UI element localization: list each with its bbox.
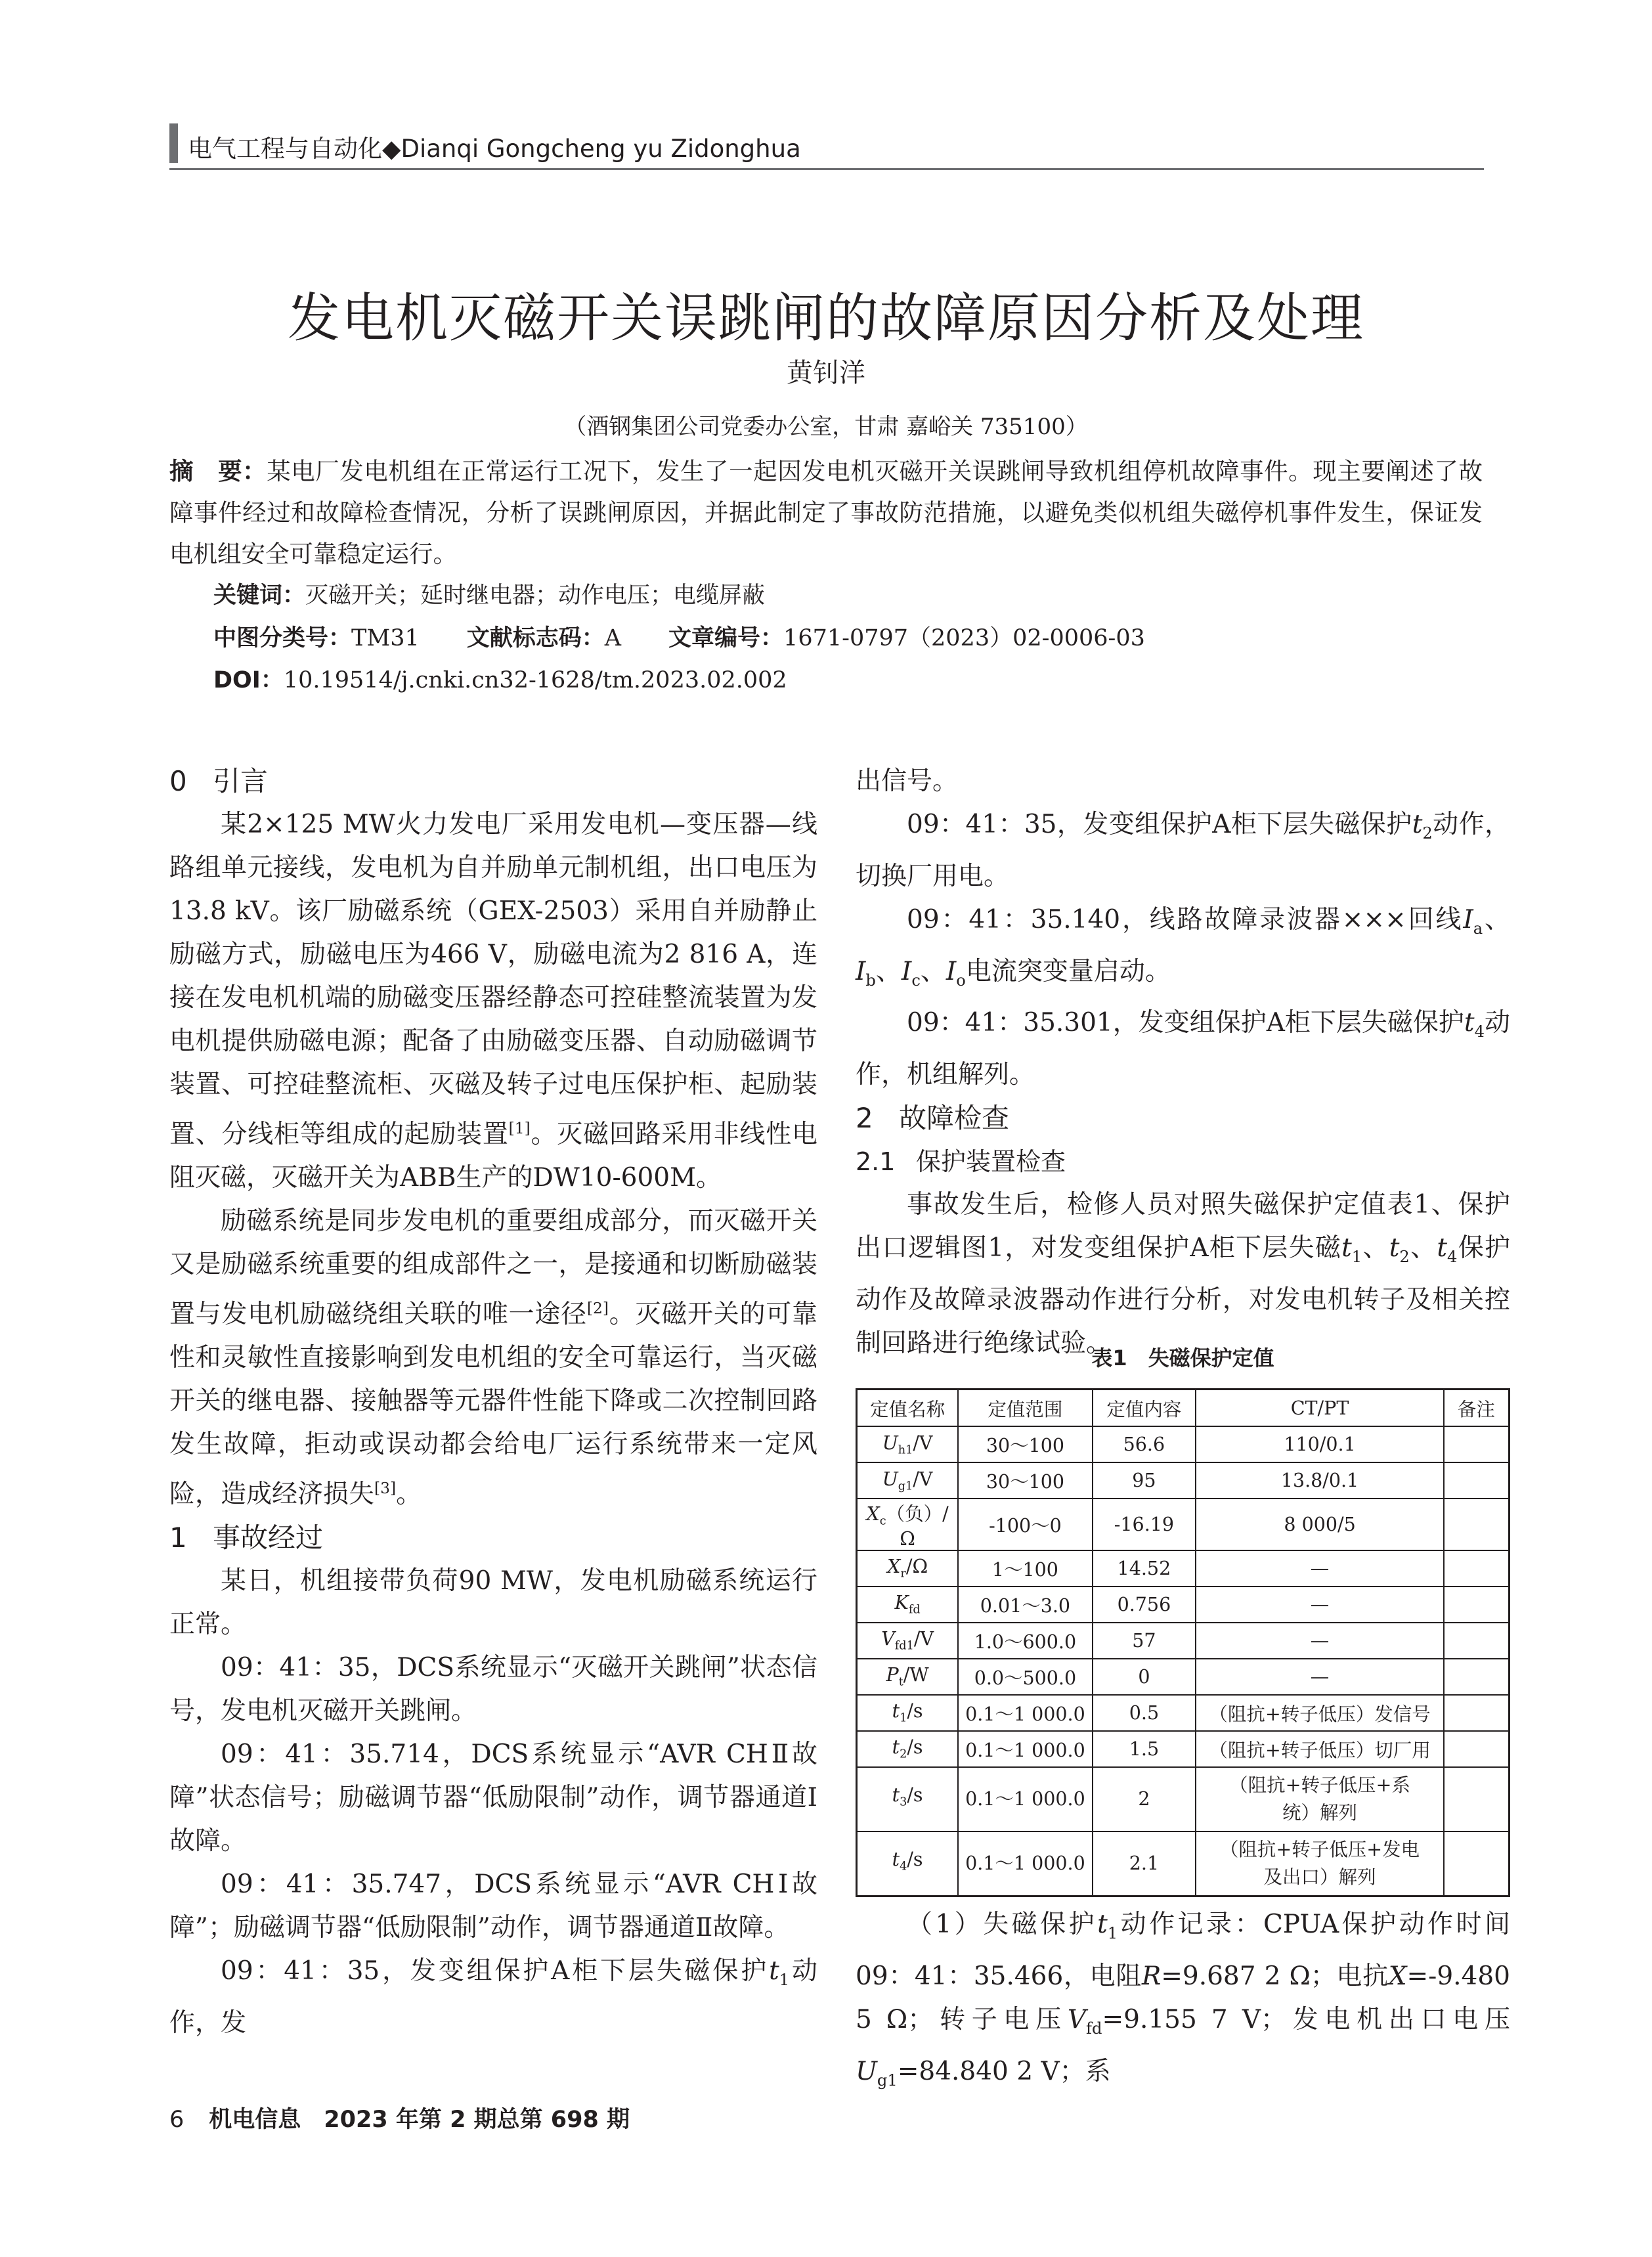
section-2-heading [856, 1097, 1510, 1140]
param-range: -100～0 [958, 1499, 1092, 1550]
param-ctpt: — [1196, 1659, 1444, 1695]
table-header: 定值范围 [958, 1390, 1092, 1427]
keywords-line [213, 577, 765, 610]
section-0-title: 引言 [213, 765, 269, 797]
param-note [1444, 1659, 1510, 1695]
section-2-1-heading [856, 1140, 1510, 1183]
section-1-number: 1 [169, 1522, 187, 1554]
param-value: -16.19 [1093, 1499, 1196, 1550]
table-row [857, 1831, 1510, 1896]
param-name: $t_4/s$ [857, 1831, 959, 1896]
keywords: 灭磁开关；延时继电器；动作电压；电缆屏蔽 [305, 582, 766, 609]
param-range: 0.1～1 000.0 [958, 1767, 1092, 1831]
abstract [169, 450, 1483, 575]
section-2-number: 2 [856, 1102, 873, 1135]
param-note [1444, 1767, 1510, 1831]
param-note [1444, 1587, 1510, 1623]
table-row [857, 1426, 1510, 1462]
section-1-title: 事故经过 [213, 1522, 324, 1554]
param-name: $t_3/s$ [857, 1767, 959, 1831]
table-row [857, 1462, 1510, 1499]
articleno-label: 文章编号： [668, 625, 784, 651]
header-rule [169, 168, 1484, 170]
table-header: 定值内容 [1093, 1390, 1196, 1427]
table-row [857, 1695, 1510, 1731]
param-value: 14.52 [1093, 1550, 1196, 1587]
param-range: 0.0～500.0 [958, 1659, 1092, 1695]
chk-p1-text-a: 事故发生后，检修人员对照失磁保护定值表1、保护出口逻辑图1，对发变组保护A柜下层失磁 [856, 1190, 1510, 1263]
accident-paragraph-3: 09：41：35.714，DCS系统显示“AVR CHⅡ故障”状态信号；励磁调节器“低励限制”动作，调节器通道Ⅰ故障。 [169, 1740, 817, 1856]
intro-p2-text-b: 。灭磁开关的可靠性和灵敏性直接影响到发电机组的安全可靠运行，当灭磁开关的继电器、接触器等元器件性能下降或二次控制回路发生故障，拒动或误动都会给电厂运行系统带来一定风险，造成经济损失 [169, 1300, 817, 1509]
param-note [1444, 1462, 1510, 1499]
intro-paragraph-1 [169, 803, 817, 1200]
acc-p5-text-a: 09：41：35，发变组保护A柜下层失磁保护 [221, 1956, 770, 1986]
table-header: 备注 [1444, 1390, 1510, 1427]
right-column [856, 760, 1510, 1365]
r-p2-text-a: 09：41：35，发变组保护A柜下层失磁保护 [907, 810, 1412, 839]
param-ctpt: 110/0.1 [1196, 1426, 1444, 1462]
author-affiliation: （酒钢集团公司党委办公室，甘肃 嘉峪关 735100） [564, 414, 1088, 440]
accident-paragraph-1: 某日，机组接带负荷90 MW，发电机励磁系统运行正常。 [169, 1566, 817, 1639]
param-ctpt: （阻抗+转子低压）切厂用 [1196, 1731, 1444, 1767]
intro-paragraph-2 [169, 1200, 817, 1516]
param-name: $U_{h1}/V$ [857, 1426, 959, 1462]
table-row [857, 1623, 1510, 1659]
article-title: 发电机灭磁开关误跳闸的故障原因分析及处理 [288, 288, 1364, 349]
param-range: 0.1～1 000.0 [958, 1731, 1092, 1767]
table-header: 定值名称 [857, 1390, 959, 1427]
param-value: 57 [1093, 1623, 1196, 1659]
right-paragraph-4: 09：41：35.301，发变组保护A柜下层失磁保护$t_4$动作，机组解列。 [856, 1008, 1510, 1090]
param-note [1444, 1499, 1510, 1550]
rec-p1-text-e: =9.155 7 V；发电机出口电压 [1102, 2004, 1511, 2034]
table-1-caption: 表1 失磁保护定值 [1091, 1346, 1274, 1370]
rec-p1-text-c: =9.687 2 Ω；电抗 [1161, 1961, 1389, 1991]
param-name: $P_t/W$ [857, 1659, 959, 1695]
param-ctpt: （阻抗+转子低压）发信号 [1196, 1695, 1444, 1731]
param-value: 1.5 [1093, 1731, 1196, 1767]
param-range: 0.1～1 000.0 [958, 1831, 1092, 1896]
param-ctpt: 13.8/0.1 [1196, 1462, 1444, 1499]
rec-p1-text-b: 动作记录：CPUA保护动作时间09：41：35.466，电阻 [856, 1910, 1510, 1991]
param-note [1444, 1550, 1510, 1587]
param-note [1444, 1695, 1510, 1731]
param-value: 56.6 [1093, 1426, 1196, 1462]
doi-label: DOI： [213, 667, 284, 693]
right-paragraph-1: 出信号。 [856, 766, 959, 796]
check-paragraph-1: 事故发生后，检修人员对照失磁保护定值表1、保护出口逻辑图1，对发变组保护A柜下层失磁$t_1$、$t_2$、$t_4$保护动作及故障录波器动作进行分析，对发电机转子及相关控制回路进行绝缘试验。 [856, 1190, 1510, 1358]
param-name: $U_{g1}/V$ [857, 1462, 959, 1499]
section-2-1-title: 保护装置检查 [916, 1147, 1066, 1177]
ref-1: [1] [508, 1119, 531, 1137]
param-value: 95 [1093, 1462, 1196, 1499]
clc-label: 中图分类号： [213, 625, 352, 651]
section-1-heading [169, 1516, 817, 1560]
intro-p2-text-c: 。 [396, 1479, 422, 1509]
param-range: 0.1～1 000.0 [958, 1695, 1092, 1731]
r-p2-text-b: 动作，切换厂用电。 [856, 810, 1510, 891]
right-paragraph-3: 09：41：35.140，线路故障录波器×××回线$I_a$、$I_b$、$I_c$、$I_o$电流突变量启动。 [856, 904, 1510, 990]
section-2-title: 故障检查 [899, 1102, 1010, 1135]
param-ctpt: （阻抗+转子低压+发电及出口）解列 [1196, 1831, 1444, 1896]
param-ctpt: （阻抗+转子低压+系统）解列 [1196, 1767, 1444, 1831]
param-note [1444, 1831, 1510, 1896]
r-p3-text-a: 09：41：35.140，线路故障录波器×××回线 [907, 904, 1464, 934]
right-column-continued [856, 1903, 1510, 2101]
doccode: A [604, 625, 622, 651]
intro-p1-text-b: 。灭磁回路采用非线性电阻灭磁，灭磁开关为ABB生产的DW10-600M。 [169, 1120, 817, 1193]
param-ctpt: — [1196, 1623, 1444, 1659]
param-name: $t_1/s$ [857, 1695, 959, 1731]
param-value: 0.5 [1093, 1695, 1196, 1731]
param-note [1444, 1731, 1510, 1767]
section-0-number: 0 [169, 765, 187, 797]
table-row [857, 1659, 1510, 1695]
param-range: 1～100 [958, 1550, 1092, 1587]
keywords-label: 关键词： [213, 582, 306, 609]
page-number: 6 [169, 2107, 185, 2133]
param-ctpt: — [1196, 1587, 1444, 1623]
r-p3-text-b: 电流突变量启动。 [965, 956, 1171, 986]
param-note [1444, 1623, 1510, 1659]
section-0-heading [169, 760, 817, 803]
param-value: 0 [1093, 1659, 1196, 1695]
header-marker [169, 123, 178, 163]
accident-paragraph-5: 09：41：35，发变组保护A柜下层失磁保护$t_1$动作，发 [169, 1956, 817, 2038]
param-note [1444, 1426, 1510, 1462]
param-range: 30～100 [958, 1462, 1092, 1499]
doi-line [213, 662, 787, 695]
section-2-1-number: 2.1 [856, 1147, 896, 1177]
table-row [857, 1767, 1510, 1831]
page-footer [169, 2101, 630, 2134]
ref-2: [2] [586, 1299, 609, 1317]
acc-p5-text-b: 动作，发 [169, 1956, 817, 2038]
param-ctpt: — [1196, 1550, 1444, 1587]
table-row [857, 1550, 1510, 1587]
param-range: 1.0～600.0 [958, 1623, 1092, 1659]
right-paragraph-2: 09：41：35，发变组保护A柜下层失磁保护$t_2$动作，切换厂用电。 [856, 810, 1510, 891]
table-row [857, 1499, 1510, 1550]
param-name: $t_2/s$ [857, 1731, 959, 1767]
r-p4-text-a: 09：41：35.301，发变组保护A柜下层失磁保护 [907, 1008, 1464, 1038]
param-ctpt: 8 000/5 [1196, 1499, 1444, 1550]
rec-p1-text-f: =84.840 2 V；系 [897, 2056, 1111, 2086]
article-number: 1671-0797（2023）02-0006-03 [783, 625, 1145, 651]
param-range: 30～100 [958, 1426, 1092, 1462]
param-range: 0.01～3.0 [958, 1587, 1092, 1623]
article-author: 黄钊洋 [787, 358, 865, 388]
table-row [857, 1587, 1510, 1623]
rec-p1-text-a: （1）失磁保护 [907, 1910, 1098, 1939]
param-value: 0.756 [1093, 1587, 1196, 1623]
rec-p1-text-d: =-9.480 5 Ω；转子电压 [856, 1961, 1510, 2034]
abstract-text: 某电厂发电机组在正常运行工况下，发生了一起因发电机灭磁开关误跳闸导致机组停机故障事件。现主要阐述了故障事件经过和故障检查情况，分析了误跳闸原因，并据此制定了事故防范措施，以避免类似机组失磁停机事件发生，保证发电机组安全可靠稳定运行。 [169, 457, 1483, 568]
journal-issue: 机电信息 2023 年第 2 期总第 698 期 [209, 2107, 630, 2133]
accident-paragraph-4: 09：41：35.747，DCS系统显示“AVR CHⅠ故障”；励磁调节器“低励限制”动作，调节器通道Ⅱ故障。 [169, 1870, 817, 1942]
accident-paragraph-2: 09：41：35，DCS系统显示“灭磁开关跳闸”状态信号，发电机灭磁开关跳闸。 [169, 1653, 817, 1726]
param-name: $X_c$（负）/Ω [857, 1499, 959, 1550]
chk-p1-text-b: 保护动作及故障录波器动作进行分析，对发电机转子及相关控制回路进行绝缘试验。 [856, 1233, 1510, 1358]
abstract-label: 摘 要： [169, 457, 267, 485]
param-name: $X_r/\Omega$ [857, 1550, 959, 1587]
intro-p2-text-a: 励磁系统是同步发电机的重要组成部分，而灭磁开关又是励磁系统重要的组成部件之一，是接通和切断励磁装置与发电机励磁绕组关联的唯一途径 [169, 1206, 817, 1329]
left-column [169, 760, 817, 2045]
param-name: $V_{fd1}/V$ [857, 1623, 959, 1659]
clc-code: TM31 [351, 625, 420, 651]
table-header: CT/PT [1196, 1390, 1444, 1427]
param-value: 2 [1093, 1767, 1196, 1831]
running-header: 电气工程与自动化◆Dianqi Gongcheng yu Zidonghua [188, 135, 801, 163]
doi: 10.19514/j.cnki.cn32-1628/tm.2023.02.002 [283, 667, 787, 693]
record-paragraph-1: （1）失磁保护$t_1$动作记录：CPUA保护动作时间09：41：35.466，电阻R=9.687 2 Ω；电抗X=-9.480 5 Ω；转子电压$V_{fd}=9.155$ 7 V；发电机出口电压$U_{g1}=84.840$ 2 V；系 [856, 1910, 1511, 2090]
param-value: 2.1 [1093, 1831, 1196, 1896]
table-row [857, 1731, 1510, 1767]
doccode-label: 文献标志码： [466, 625, 605, 651]
param-name: $K_{fd}$ [857, 1587, 959, 1623]
r-p4-text-b: 动作，机组解列。 [856, 1008, 1510, 1090]
ref-3: [3] [374, 1479, 397, 1497]
classification-line [213, 620, 1145, 653]
intro-p1-text-a: 某2×125 MW火力发电厂采用发电机—变压器—线路组单元接线，发电机为自并励单元制机组，出口电压为13.8 kV。该厂励磁系统（GEX-2503）采用自并励静止励磁方式，励磁电压为466 V，励磁电流为2 816 A，连接在发电机机端的励磁变压器经静态可控硅整流装置为发电机提供励磁电源；配备了由励磁变压器、自动励磁调节装置、可控硅整流柜、灭磁及转子过电压保护柜、起励装置、分线柜等组成的起励装置 [169, 810, 817, 1149]
table-1 [856, 1388, 1510, 1897]
